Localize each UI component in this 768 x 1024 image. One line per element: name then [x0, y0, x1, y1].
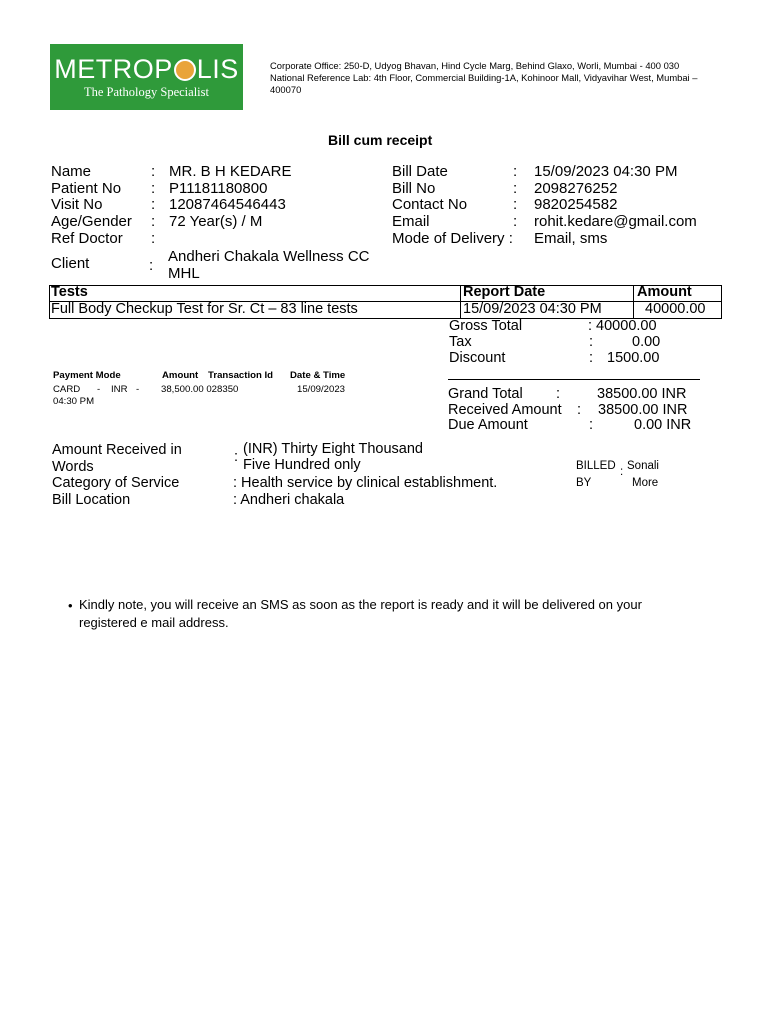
name-value: MR. B H KEDARE — [169, 163, 292, 180]
bill-no-label: Bill No — [392, 180, 436, 197]
colon: : — [234, 449, 239, 465]
metropolis-logo — [50, 44, 243, 110]
amount-words-label-line1: Amount Received in — [52, 442, 182, 458]
due-amount-label: Due Amount — [448, 417, 528, 433]
category-value: : Health service by clinical establishment. — [233, 475, 498, 491]
bill-location-label: Bill Location — [52, 492, 131, 508]
lab-address-pin: 400070 — [270, 84, 302, 95]
grand-total-label: Grand Total — [448, 386, 523, 402]
logo-brand-text: METROP LIS — [54, 54, 239, 84]
gross-total-label: Gross Total — [449, 318, 523, 334]
colon: : — [149, 257, 154, 274]
logo-o-icon — [174, 59, 196, 81]
visit-no-label: Visit No — [51, 196, 103, 213]
billed-by-label-line2: BY — [576, 477, 592, 489]
colon: : — [151, 230, 156, 247]
patient-no-value: P11181180800 — [169, 180, 268, 197]
colon: : — [513, 180, 518, 197]
payment-mode-value: CARD — [53, 384, 81, 395]
client-value-line2: MHL — [168, 265, 200, 282]
test-name-cell: Full Body Checkup Test for Sr. Ct – 83 line tests — [51, 301, 358, 317]
colon: : — [513, 163, 518, 180]
report-date-header: Report Date — [463, 284, 546, 300]
discount-value: 1500.00 — [607, 350, 660, 366]
bullet-icon: • — [68, 598, 73, 613]
lab-address: National Reference Lab: 4th Floor, Commercial Building-1A, Kohinoor Mall, Vidyavihar West, Mumbai – — [270, 72, 698, 83]
colon: : — [513, 213, 518, 230]
bill-location-value: : Andheri chakala — [233, 492, 345, 508]
contact-no-value: 9820254582 — [534, 196, 618, 213]
payment-dash: - — [136, 384, 140, 395]
totals-divider — [448, 379, 700, 380]
due-amount-value: 0.00 INR — [634, 417, 692, 433]
tax-label: Tax — [449, 334, 472, 350]
note-line2: registered e mail address. — [79, 615, 229, 630]
amount-cell: 40000.00 — [645, 301, 706, 317]
colon: : — [513, 196, 518, 213]
delivery-mode-label: Mode of Delivery : — [392, 230, 513, 247]
received-amount-value: 38500.00 INR — [598, 402, 688, 418]
payment-date: 15/09/2023 — [297, 384, 346, 395]
discount-label: Discount — [449, 350, 506, 366]
patient-no-label: Patient No — [51, 180, 122, 197]
payment-amount-header: Amount — [162, 370, 199, 381]
colon: : — [577, 402, 582, 418]
payment-amount-txn: 38,500.00 028350 — [161, 384, 239, 395]
received-amount-label: Received Amount — [448, 402, 562, 418]
report-date-cell: 15/09/2023 04:30 PM — [463, 301, 602, 317]
logo-tagline: The Pathology Specialist — [84, 85, 209, 99]
colon: : — [620, 466, 624, 478]
billed-by-name-line1: Sonali — [627, 460, 659, 472]
age-gender-value: 72 Year(s) / M — [169, 213, 263, 230]
bill-date-value: 15/09/2023 04:30 PM — [534, 163, 678, 180]
table-divider — [633, 286, 634, 318]
colon: : — [589, 417, 594, 433]
page-title: Bill cum receipt — [328, 132, 433, 148]
email-value: rohit.kedare@gmail.com — [534, 213, 697, 230]
contact-no-label: Contact No — [392, 196, 468, 213]
email-label: Email — [392, 213, 430, 230]
payment-currency: INR — [111, 384, 128, 395]
billed-by-label-line1: BILLED — [576, 460, 616, 472]
ref-doctor-label: Ref Doctor — [51, 230, 123, 247]
colon: : — [151, 163, 156, 180]
grand-total-value: 38500.00 INR — [597, 386, 687, 402]
colon: : — [151, 196, 156, 213]
amount-header: Amount — [637, 284, 692, 300]
name-label: Name — [51, 163, 92, 180]
colon: : — [589, 350, 594, 366]
bill-no-value: 2098276252 — [534, 180, 618, 197]
age-gender-label: Age/Gender — [51, 213, 132, 230]
table-divider — [460, 286, 461, 318]
client-label: Client — [51, 255, 90, 272]
payment-time: 04:30 PM — [53, 396, 95, 407]
note-line1: Kindly note, you will receive an SMS as soon as the report is ready and it will be delivered on your — [79, 597, 642, 612]
colon: : — [151, 180, 156, 197]
colon: : — [589, 334, 594, 350]
amount-words-value-line1: (INR) Thirty Eight Thousand — [243, 441, 423, 457]
corporate-address: Corporate Office: 250-D, Udyog Bhavan, Hind Cycle Marg, Behind Glaxo, Worli, Mumbai - 400 030 — [270, 60, 680, 71]
visit-no-value: 12087464546443 — [169, 196, 286, 213]
client-value-line1: Andheri Chakala Wellness CC — [168, 248, 370, 265]
bill-date-label: Bill Date — [392, 163, 448, 180]
tax-value: 0.00 — [632, 334, 661, 350]
payment-dash: - — [97, 384, 101, 395]
tests-header: Tests — [51, 284, 88, 300]
transaction-id-header: Transaction Id — [208, 370, 274, 381]
category-label: Category of Service — [52, 475, 180, 491]
date-time-header: Date & Time — [290, 370, 346, 381]
colon: : — [556, 386, 561, 402]
billed-by-name-line2: More — [632, 477, 659, 489]
payment-mode-header: Payment Mode — [53, 370, 121, 381]
colon: : — [151, 213, 156, 230]
delivery-mode-value: Email, sms — [534, 230, 608, 247]
gross-total-value: : 40000.00 — [588, 318, 657, 334]
amount-words-value-line2: Five Hundred only — [243, 457, 361, 473]
amount-words-label-line2: Words — [52, 459, 94, 475]
